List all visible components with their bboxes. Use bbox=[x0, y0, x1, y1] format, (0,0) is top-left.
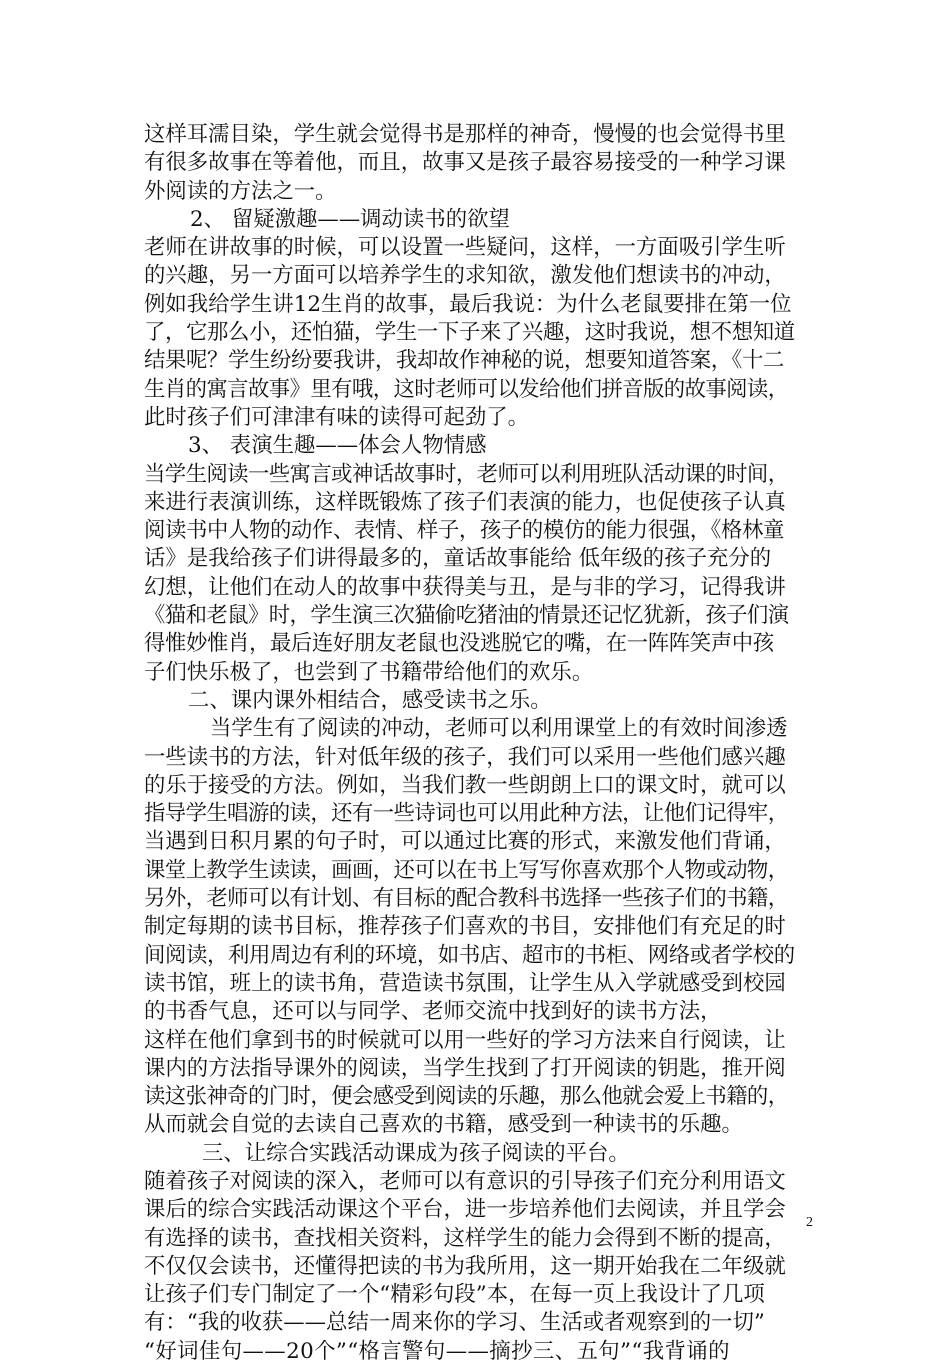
page-number: 2 bbox=[806, 1215, 813, 1230]
text-line: 此时孩子们可津津有味的读得可起劲了。 bbox=[144, 404, 530, 430]
text-line: 的乐于接受的方法。例如，当我们教一些朗朗上口的课文时，就可以 bbox=[144, 772, 786, 798]
text-line: 的兴趣，另一方面可以培养学生的求知欲，激发他们想读书的冲动， bbox=[144, 263, 786, 289]
text-line: 这样耳濡目染，学生就会觉得书是那样的神奇，慢慢的也会觉得书里 bbox=[144, 122, 786, 147]
text-line: 让孩子们专门制定了一个“精彩句段”本，在每一页上我设计了几项 bbox=[144, 1282, 765, 1308]
text-line: 得惟妙惟肖，最后连好朋友老鼠也没逃脱它的嘴，在一阵阵笑声中孩 bbox=[144, 631, 774, 657]
text-line: 指导学生唱游的读，还有一些诗词也可以用此种方法，让他们记得牢， bbox=[144, 801, 789, 827]
text-line: 有很多故事在等着他，而且，故事又是孩子最容易接受的一种学习课 bbox=[144, 150, 786, 176]
text-line: 从而就会自觉的去读自己喜欢的书籍，感受到一种读书的乐趣。 bbox=[144, 1112, 743, 1138]
text-line: 当学生有了阅读的冲动，老师可以利用课堂上的有效时间渗透 bbox=[210, 716, 788, 742]
text-line: 一些读书的方法，针对低年级的孩子，我们可以采用一些他们感兴趣 bbox=[144, 744, 786, 770]
text-line: 另外，老师可以有计划、有目标的配合教科书选择一些孩子们的书籍， bbox=[144, 886, 789, 912]
text-line: 二、课内课外相结合，感受读书之乐。 bbox=[188, 687, 552, 713]
text-line: 外阅读的方法之一。 bbox=[144, 178, 337, 204]
text-line: 话》是我给孩子们讲得最多的，童话故事能给 低年级的孩子充分的 bbox=[144, 546, 772, 572]
text-line: “好词佳句——20个”“格言警句——摘抄三、五句”“我背诵的 bbox=[144, 1338, 730, 1364]
document-body bbox=[144, 121, 816, 1366]
text-line: 当学生阅读一些寓言或神话故事时，老师可以利用班队活动课的时间， bbox=[144, 461, 789, 487]
text-line: 读这张神奇的门时，便会感受到阅读的乐趣，那么他就会爱上书籍的， bbox=[144, 1084, 789, 1110]
text-line: 随着孩子对阅读的深入，老师可以有意识的引导孩子们充分利用语文 bbox=[144, 1168, 786, 1194]
text-line: 三、让综合实践活动课成为孩子阅读的平台。 bbox=[202, 1140, 630, 1166]
text-line: 间阅读，利用周边有利的环境，如书店、超市的书柜、网络或者学校的 bbox=[144, 942, 795, 968]
text-line: 结果呢？学生纷纷要我讲，我却故作神秘的说，想要知道答案，《十二 bbox=[144, 348, 785, 374]
text-line: 制定每期的读书目标，推荐孩子们喜欢的书目，安排他们有充足的时 bbox=[144, 914, 786, 940]
text-line: 2、 留疑激趣——调动读书的欲望 bbox=[190, 206, 510, 232]
text-line: 《猫和老鼠》时，学生演三次猫偷吃猪油的情景还记忆犹新，孩子们演 bbox=[144, 603, 789, 629]
text-line: 的书香气息，还可以与同学、老师交流中找到好的读书方法， bbox=[144, 999, 722, 1025]
text-line: 当遇到日积月累的句子时，可以通过比赛的形式，来激发他们背诵， bbox=[144, 829, 786, 855]
text-line: 3、 表演生趣——体会人物情感 bbox=[188, 433, 487, 459]
text-line: 课堂上教学生读读，画画，还可以在书上写写你喜欢那个人物或动物， bbox=[144, 857, 789, 883]
text-line: 读书馆，班上的读书角，营造读书氛围，让学生从入学就感受到校园 bbox=[144, 970, 786, 996]
text-line: 有：“我的收获——总结一周来你的学习、生活或者观察到的一切” bbox=[144, 1310, 765, 1336]
text-line: 这样在他们拿到书的时候就可以用一些好的学习方法来自行阅读，让 bbox=[144, 1027, 786, 1053]
text-line: 生肖的寓言故事》里有哦，这时老师可以发给他们拼音版的故事阅读， bbox=[144, 376, 789, 402]
text-line: 幻想，让他们在动人的故事中获得美与丑，是与非的学习，记得我讲 bbox=[144, 574, 786, 600]
text-line: 课内的方法指导课外的阅读，当学生找到了打开阅读的钥匙，推开阅 bbox=[144, 1055, 786, 1081]
text-line: 课后的综合实践活动课这个平台，进一步培养他们去阅读，并且学会 bbox=[144, 1197, 786, 1223]
text-line: 子们快乐极了，也尝到了书籍带给他们的欢乐。 bbox=[144, 659, 594, 685]
text-line: 不仅仅会读书，还懂得把读的书为我所用，这一期开始我在二年级就 bbox=[144, 1253, 786, 1279]
text-line: 阅读书中人物的动作、表情、样子，孩子的模仿的能力很强，《格林童 bbox=[144, 518, 785, 544]
text-line: 老师在讲故事的时候，可以设置一些疑问，这样，一方面吸引学生听 bbox=[144, 235, 786, 261]
text-line: 来进行表演训练，这样既锻炼了孩子们表演的能力，也促使孩子认真 bbox=[144, 489, 786, 515]
text-line: 有选择的读书，查找相关资料，这样学生的能力会得到不断的提高， bbox=[144, 1225, 786, 1251]
text-line: 例如我给学生讲12生肖的故事，最后我说：为什么老鼠要排在第一位 bbox=[144, 291, 792, 317]
text-line: 了，它那么小，还怕猫，学生一下子来了兴趣，这时我说，想不想知道 bbox=[144, 320, 795, 346]
